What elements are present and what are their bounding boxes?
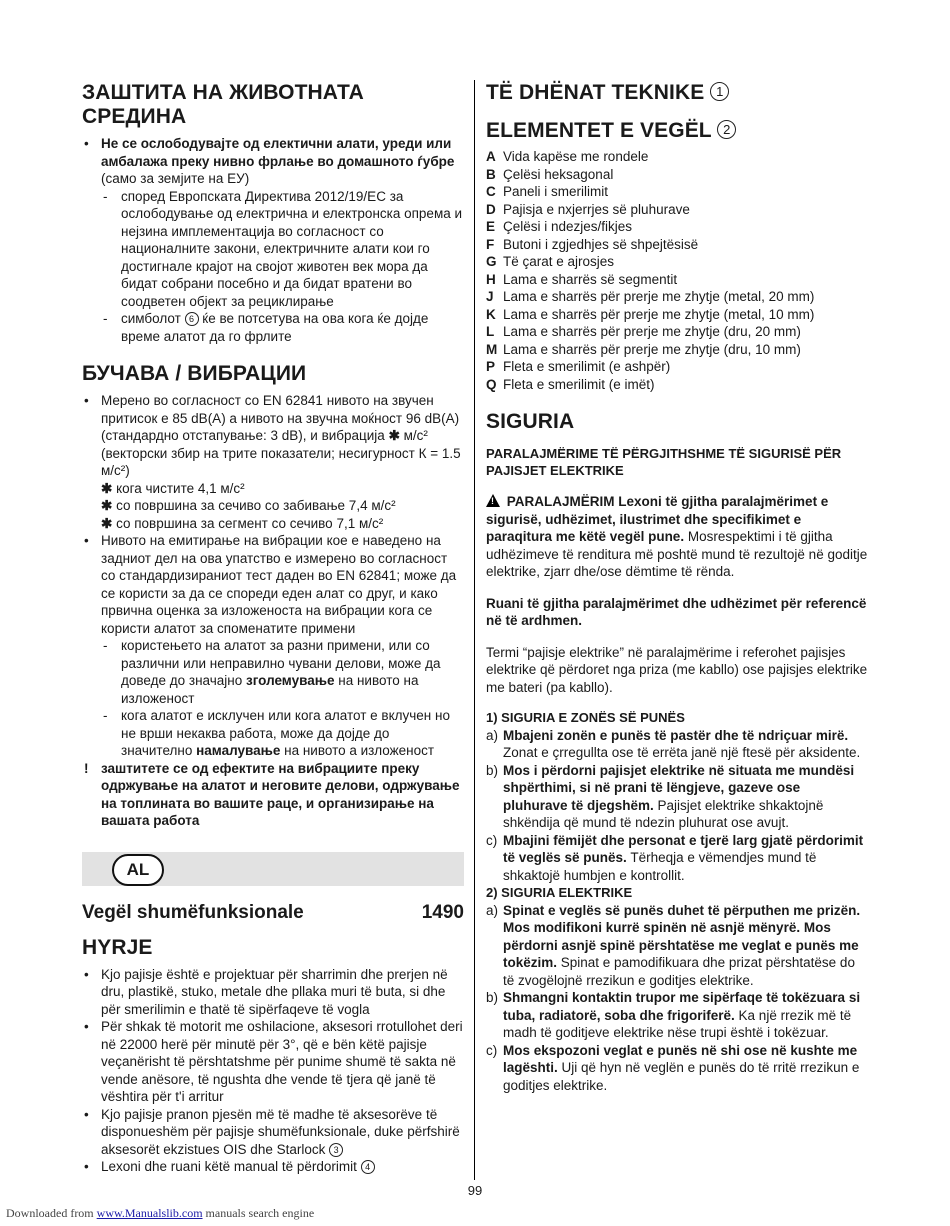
element-key: D <box>486 201 496 217</box>
env-dash-directive: - според Европската Директива 2012/19/ЕС за ослободување од електрична и електронска опрема и нејзина имплементација во согласност со националните закони, електричните алати кои го достигнале крајот на својот животен век мора да бидат собрани посебно и да бидат вратени во соодветен објект за рециклирање <box>101 188 464 311</box>
asterisk-icon: ✱ <box>101 498 113 513</box>
element-key: Q <box>486 376 497 392</box>
product-number: 1490 <box>421 901 464 923</box>
ref-6-icon: 6 <box>185 312 199 326</box>
element-key: E <box>486 219 496 234</box>
element-label: Lama e sharrës së segmentit <box>503 271 678 287</box>
element-label: Fleta e smerilimit (e imët) <box>503 376 655 392</box>
element-key: K <box>486 306 496 322</box>
ref-1-icon: 1 <box>710 82 729 101</box>
intro-bullet-oscillation: • Për shkak të motorit me oshilacione, aksesori rrotullohet deri në 22000 herë për minutë për 3°, që e bën këtë pajisje veçanërisht të përshtatshme për punime shumë të sakta në vende anësore, të ngushta dhe vende të tjera që janë të vështira për t'i arritur <box>82 1018 464 1106</box>
item-letter: c) <box>486 1042 498 1058</box>
asterisk-icon: ✱ <box>388 428 400 443</box>
elements-heading: ELEMENTET E VEGËL 2 <box>486 119 868 143</box>
numbered-item <box>486 989 868 1042</box>
item-letter: b) <box>486 990 499 1005</box>
vibration-segment: ✱ со површина за сегмент со сечиво 7,1 м/с² <box>101 515 384 531</box>
item-letter: c) <box>486 832 498 848</box>
env-bullet: • Не се ослободувајте од електични алати, уреди или амбалажа преку нивно фрлање во домашното ѓубре (само за земјите на ЕУ) - според Европската Директива 2012/19/ЕС за ослободување од електрична и електронска опрема и нејзина имплементација во согласност со националните закони, електричните алати кои го достигнале крајот на својот животен век мора да бидат собрани посебно и да бидат вратени во соодветен објект за рециклирање - симболот 6 ќе ве потсетува на ова кога ќе дојде време алатот да го фрлите <box>82 135 464 345</box>
term-definition: Termi “pajisje elektrike” në paralajmërime i referohet pajisjes elektrike që përdoret nga priza (me kabllo) ose pajisjes elektrike me bateri (pa kabllo). <box>486 644 868 695</box>
keep-instructions: Ruani të gjitha paralajmërimet dhe udhëzimet për referencë në të ardhmen. <box>486 595 867 628</box>
noise-dash-increase: - користењето на алатот за разни примени, или со различни или неправилно чувани делови, може да доведе до значајно зголемување на нивото на изложеност <box>101 637 464 707</box>
numbered-item <box>486 762 868 832</box>
element-label: Lama e sharrës për prerje me zhytje (metal, 10 mm) <box>503 306 815 322</box>
manualslib-link[interactable]: www.Manualslib.com <box>96 1206 203 1220</box>
element-label: Vida kapëse me rondele <box>503 149 649 164</box>
element-label: Lama e sharrës për prerje me zhytje (dru, 20 mm) <box>503 324 801 339</box>
element-key: J <box>486 289 494 304</box>
element-label: Butoni i zgjedhjes së shpejtësisë <box>503 236 699 252</box>
noise-bullet-emission: • Нивото на емитирање на вибрации кое е наведено на задниот дел на ова упатство е измерено во согласност со стандардизираниот тест даден во EN 62841; може да се користи за да се спореди еден алат со друг, и како првична оценка за изложеноста на вибрации кога се користи алатот за споменатите примени - користењето на алатот за разни примени, или со различни или неправилно чувани делови, може да доведе до значајно зголемување на нивото на изложеност - кога алатот е исклучен или кога алатот е вклучен но не врши некаква работа, може да дојде до значително намалување на нивото а изложеност <box>82 532 464 760</box>
work-area-heading: 1) SIGURIA E ZONËS SË PUNËS <box>486 710 685 725</box>
noise-bullet-measure: • Мерено во согласност со EN 62841 нивото на звучен притисок е 85 dB(A) а нивото на звучна моќност 96 dB(A) (стандардно отстапување: 3 dB), и вибрација ✱ м/с² (векторски збир на трите показатели; несигурност К = 1.5 м/с²) ✱ кога чистите 4,1 м/с² ✱ со површина за сечиво со забивање 7,4 м/с² ✱ со површина за сегмент со сечиво 7,1 м/с² <box>82 392 464 532</box>
asterisk-icon: ✱ <box>101 480 113 496</box>
intro-bullet-accessories: • Kjo pajisje pranon pjesën më të madhe të aksesorëve të disponueshëm për pajisje shumëfunksionale, duke përfshirë aksesorët ekzistues OIS dhe Starlock 3 <box>82 1106 464 1159</box>
page-number: 99 <box>467 1183 483 1198</box>
item-text: Mbajeni zonën e punës të pastër dhe të ndriçuar mirë. Zonat e çrregullta ose të errëta janë një ftesë për aksidente. <box>503 727 861 760</box>
numbered-item <box>486 727 868 762</box>
product-row <box>82 902 464 924</box>
language-badge: AL <box>112 854 164 886</box>
noise-heading: БУЧАВА / ВИБРАЦИИ <box>82 362 307 385</box>
vibration-clean: ✱ кога чистите 4,1 м/с² <box>101 480 245 496</box>
ref-4-icon: 4 <box>361 1160 375 1174</box>
item-text: Shmangni kontaktin trupor me sipërfaqe të tokëzuara si tuba, radiatorë, soba dhe frigoriferë. Ka një rrezik më të madh të goditjeve elektrike nëse trupi është i tokëzuar. <box>503 990 861 1040</box>
column-divider <box>474 80 475 1180</box>
download-footer: Downloaded from www.Manualslib.com manuals search engine <box>6 1206 315 1220</box>
numbered-item <box>486 1042 868 1095</box>
element-label: Çelësi heksagonal <box>503 166 614 182</box>
item-letter: a) <box>486 727 499 743</box>
noise-exclamation: ! заштитете се од ефектите на вибрациите преку одржување на алатот и неговите делови, одржување на топлината во вашите раце, и организирање на вашата работа <box>82 760 464 830</box>
element-label: Paneli i smerilimit <box>503 184 609 199</box>
element-label: Çelësi i ndezjes/fikjes <box>503 219 633 234</box>
tech-data-heading: TË DHËNAT TEKNIKE 1 <box>486 81 868 105</box>
electrical-heading: 2) SIGURIA ELEKTRIKE <box>486 885 633 900</box>
ref-3-icon: 3 <box>329 1143 343 1157</box>
element-label: Të çarat e ajrosjes <box>503 254 615 269</box>
element-label: Fleta e smerilimit (e ashpër) <box>503 359 671 374</box>
element-key: G <box>486 254 497 269</box>
vibration-plunge: ✱ со површина за сечиво со забивање 7,4 м/с² <box>101 498 396 513</box>
element-label: Lama e sharrës për prerje me zhytje (dru, 10 mm) <box>503 341 801 357</box>
safety-heading: SIGURIA <box>486 410 575 433</box>
env-dash-symbol: - симболот 6 ќе ве потсетува на ова кога ќе дојде време алатот да го фрлите <box>101 310 464 345</box>
item-text: Spinat e veglës së punës duhet të përputhen me prizën. Mos modifikoni kurrë spinën në asnjë mënyrë. Mos përdorni asnjë spinë përshtatëse me veglat e punës me tokëzim. Spinat e pamodifikuara dhe prizat përshtatëse do të zvogëlojnë rrezikun e goditjes elektrike. <box>503 902 861 988</box>
general-warnings-heading: PARALAJMËRIME TË PËRGJITHSHME TË SIGURISË PËR PAJISJET ELEKTRIKE <box>486 446 842 478</box>
element-key: H <box>486 271 496 287</box>
item-letter: b) <box>486 762 499 778</box>
work-area-list <box>486 727 868 885</box>
item-text: Mbajini fëmijët dhe personat e tjerë larg gjatë përdorimit të veglës së punës. Tërheqja e vëmendjes mund të shkaktojë humbjen e kontrollit. <box>503 832 864 883</box>
environment-heading: ЗАШТИТА НА ЖИВОТНАТА СРЕДИНА <box>82 81 364 128</box>
element-key: L <box>486 324 495 339</box>
element-key: A <box>486 149 496 164</box>
element-key: M <box>486 341 498 357</box>
intro-bullet-manual: • Lexoni dhe ruani këtë manual të përdorimit 4 <box>82 1158 464 1176</box>
warning-paragraph: ! PARALAJMËRIM Lexoni të gjitha paralajmërimet e sigurisë, udhëzimet, ilustrimet dhe specifikimet e paraqitura me këtë vegël pune. Mosrespektimi i të gjitha udhëzimeve të renditura më poshtë mund të rezultojë në goditje elektrike, zjarr dhe/ose dëmtime të rënda. <box>486 494 868 579</box>
element-key: F <box>486 236 495 252</box>
ref-2-icon: 2 <box>717 120 736 139</box>
element-key: B <box>486 166 496 182</box>
intro-bullet-purpose: • Kjo pajisje është e projektuar për sharrimin dhe prerjen në dru, plastikë, stuko, metale dhe pllaka muri të buta, si dhe për smerilimin e thatë të sipërfaqeve të vogla <box>82 966 464 1019</box>
elements-list <box>486 148 868 393</box>
right-column <box>486 78 868 1094</box>
noise-dash-decrease: - кога алатот е исклучен или кога алатот е вклучен но не врши некаква работа, може да дојде до значително намалување на нивото а изложеност <box>101 707 464 760</box>
intro-heading: HYRJE <box>82 935 153 959</box>
element-label: Pajisja e nxjerrjes së pluhurave <box>503 201 690 217</box>
numbered-item <box>486 902 868 990</box>
left-column <box>82 78 464 1176</box>
element-key: C <box>486 184 496 199</box>
product-name: Vegël shumëfunksionale <box>82 901 304 923</box>
numbered-item <box>486 832 868 885</box>
item-text: Mos i përdorni pajisjet elektrike në situata me mundësi shpërthimi, si në prani të lëngjeve, gazeve ose pluhurave të djegshëm. Pajisjet elektrike shkaktojnë shkëndija që mund të ndezin pluhurat ose avujt. <box>503 762 855 830</box>
language-bar <box>82 852 464 886</box>
warning-triangle-icon: ! <box>486 494 500 507</box>
item-text: Mos ekspozoni veglat e punës në shi ose në kushte me lagështi. Uji që hyn në veglën e punës do të rritë rrezikun e goditjes elektrike. <box>503 1042 860 1093</box>
asterisk-icon: ✱ <box>101 515 113 531</box>
element-label: Lama e sharrës për prerje me zhytje (metal, 20 mm) <box>503 289 815 304</box>
element-key: P <box>486 359 496 374</box>
item-letter: a) <box>486 902 499 918</box>
electrical-list <box>486 902 868 1095</box>
